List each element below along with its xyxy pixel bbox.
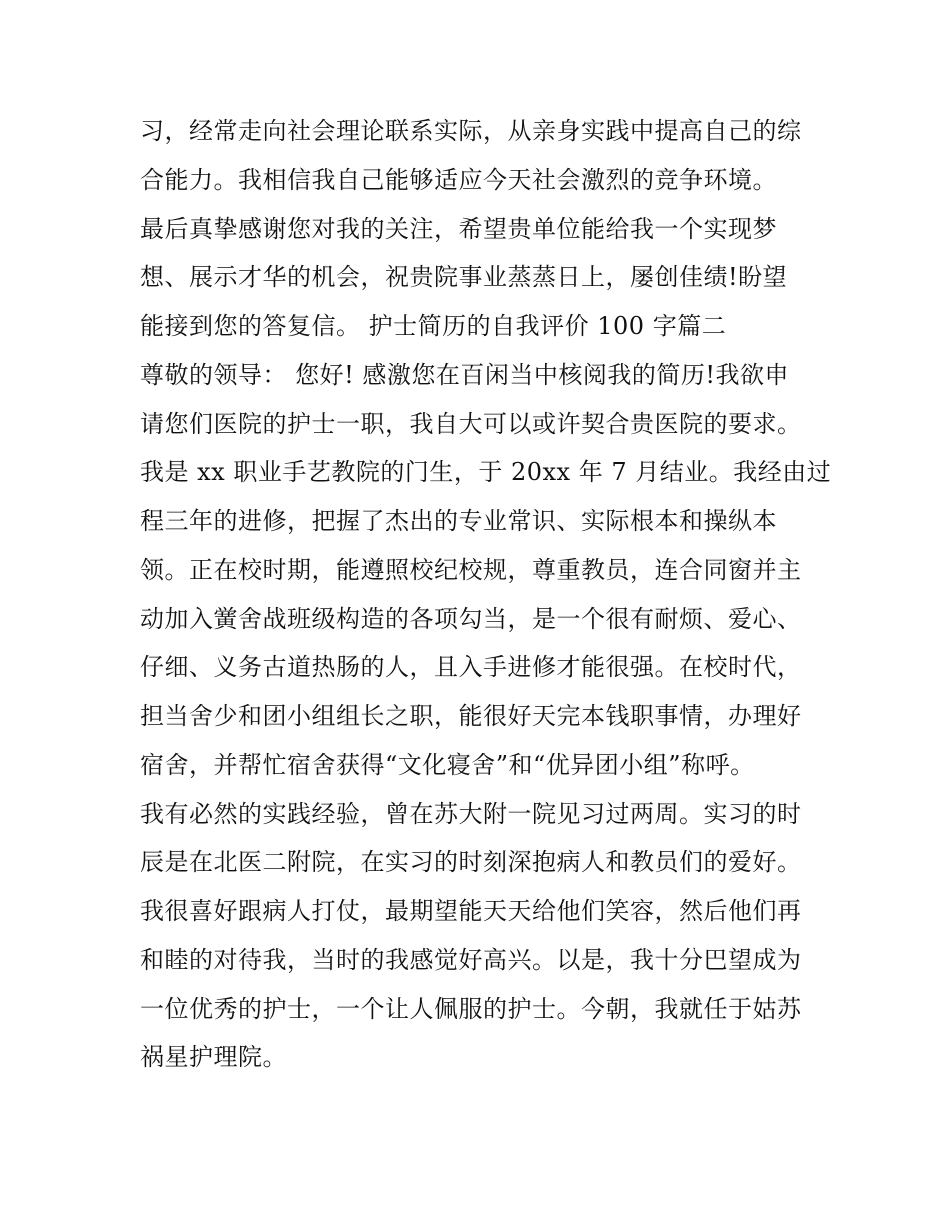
text-line: 我很喜好跟病人打仗，最期望能天天给他们笑容，然后他们再 <box>140 897 802 925</box>
text-line: 我是 xx 职业手艺教院的门生，于 20xx 年 7 月结业。我经由过 <box>140 458 832 487</box>
text-line: 和睦的对待我，当时的我感觉好高兴。以是，我十分巴望成为 <box>140 945 802 974</box>
text-line: 动加入黉舍战班级构造的各项勾当，是一个很有耐烦、爱心、 <box>140 604 802 633</box>
text-line: 程三年的进修，把握了杰出的专业常识、实际根本和操纵本 <box>140 507 777 535</box>
text-line: 想、展示才华的机会，祝贵院事业蒸蒸日上，屡创佳绩!盼望 <box>140 263 788 292</box>
text-line: 最后真挚感谢您对我的关注，希望贵单位能给我一个实现梦 <box>140 214 777 243</box>
text-line: 宿舍，并帮忙宿舍获得“文化寝舍”和“优异团小组”称呼。 <box>140 750 755 779</box>
text-line: 请您们医院的护士一职，我自大可以或许契合贵医院的要求。 <box>140 409 802 438</box>
text-line: 一位优秀的护士，一个让人佩服的护士。今朝，我就任于姑苏 <box>140 994 802 1023</box>
text-line: 我有必然的实践经验，曾在苏大附一院见习过两周。实习的时 <box>140 799 802 828</box>
body-text <box>140 107 830 1082</box>
text-line: 仔细、义务古道热肠的人，且入手进修才能很强。在校时代， <box>140 653 802 682</box>
text-line: 习，经常走向社会理论联系实际，从亲身实践中提高自己的综 <box>140 117 802 145</box>
text-line: 能接到您的答复信。 护士简历的自我评价 100 字篇二 <box>140 312 727 340</box>
text-line: 尊敬的领导： 您好! 感激您在百闲当中核阅我的简历!我欲申 <box>140 360 790 389</box>
text-line: 辰是在北医二附院，在实习的时刻深抱病人和教员们的爱好。 <box>140 848 802 877</box>
text-line: 领。正在校时期，能遵照校纪校规，尊重教员，连合同窗并主 <box>140 555 802 584</box>
text-line: 祸星护理院。 <box>140 1043 287 1072</box>
text-line: 担当舍少和团小组组长之职，能很好天完本钱职事情，办理好 <box>140 702 802 730</box>
text-line: 合能力。我相信我自己能够适应今天社会激烈的竞争环境。 <box>140 165 777 194</box>
